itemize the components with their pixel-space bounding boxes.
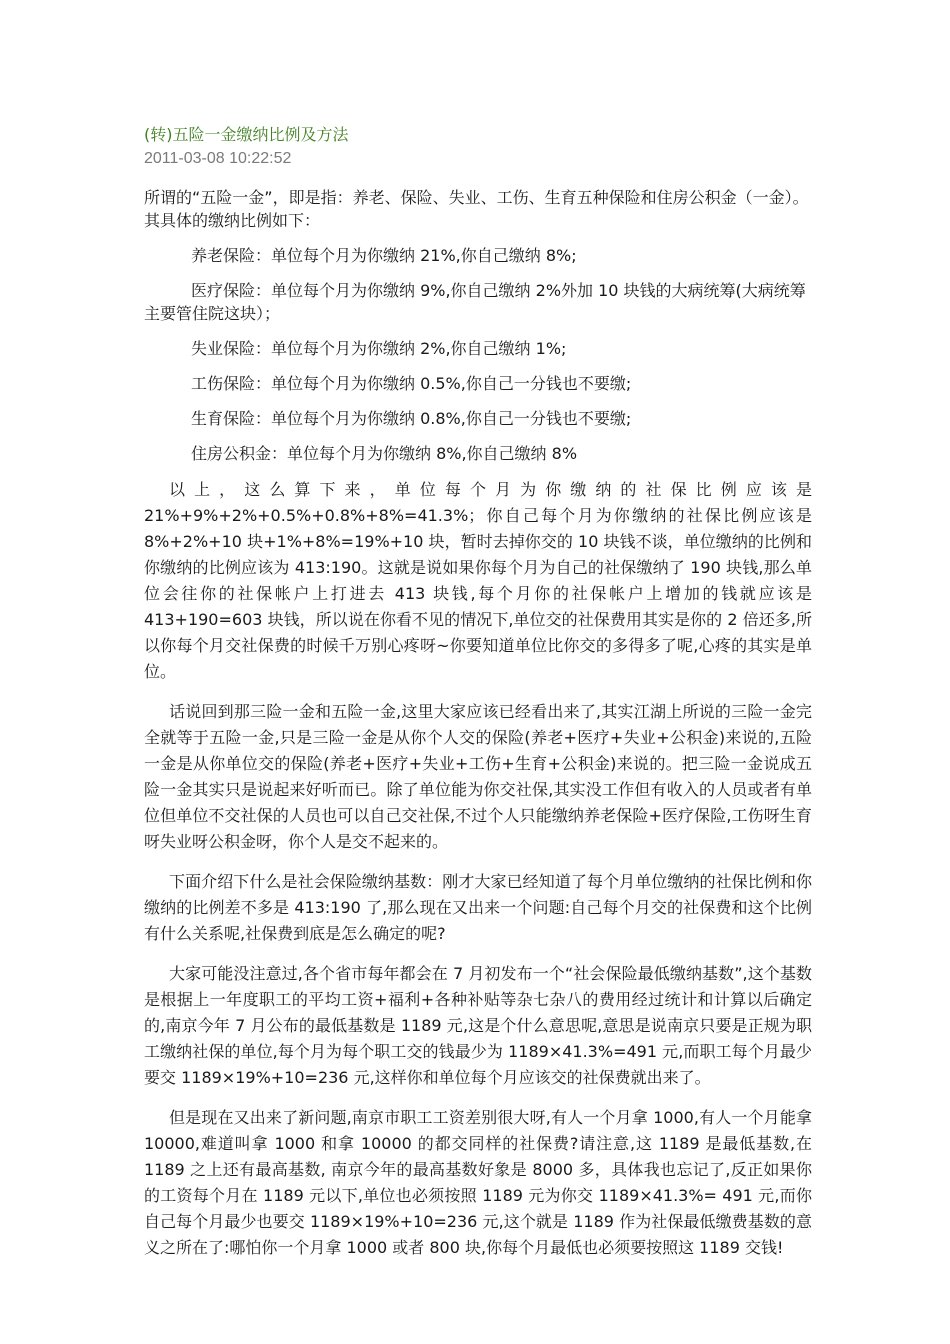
rate-housing-fund: 住房公积金：单位每个月为你缴纳 8%,你自己缴纳 8%: [191, 444, 578, 463]
rate-unemployment: 失业保险：单位每个月为你缴纳 2%,你自己缴纳 1%;: [191, 339, 567, 358]
body-paragraph-maximum-base: 但是现在又出来了新问题,南京市职工工资差别很大呀,有人一个月拿 1000,有人一个月能拿 10000,难道叫拿 1000 和拿 10000 的都交同样的社保费?请注意,这 1189 是最低基数,在 1189 之上还有最高基数, 南京今年的最高基数好象是 8000 多，具体我也忘记了,反正如果你的工资每个月在 1189 元以下,单位也必须按照 1189 元为你交 1189×41.3%= 491 元,而你自己每个月最少也要交 1189×19%+10=236 元,这个就是 1189 作为社保最低缴费基数的意义之所在了:哪怕你一个月拿 1000 或者 800 块,你每个月最低也必须要按照这 1189 交钱!: [144, 1108, 812, 1257]
post-timestamp: 2011-03-08 10:22:52: [144, 150, 292, 167]
document-page: [144, 124, 812, 1261]
rate-maternity: 生育保险：单位每个月为你缴纳 0.8%,你自己一分钱也不要缴;: [191, 409, 632, 428]
body-paragraph-calculation: 以上，这么算下来，单位每个月为你缴纳的社保比例应该是 21%+9%+2%+0.5%+0.8%+8%=41.3%；你自己每个月为你缴纳的社保比例应该是 8%+2%+10 块+1%+8%=19%+10 块，暂时去掉你交的 10 块钱不谈，单位缴纳的比例和你缴纳的比例应该为 413:190。这就是说如果你每个月为自己的社保缴纳了 190 块钱,那么单位会往你的社保帐户上打进去 413 块钱,每个月你的社保帐户上增加的钱就应该是 413+190=603 块钱，所以说在你看不见的情况下,单位交的社保费用其实是你的 2 倍还多,所以你每个月交社保费的时候千万别心疼呀~你要知道单位比你交的多得多了呢,心疼的其实是单位。: [144, 480, 812, 681]
body-paragraph-minimum-base: 大家可能没注意过,各个省市每年都会在 7 月初发布一个“社会保险最低缴纳基数”,这个基数是根据上一年度职工的平均工资+福利+各种补贴等杂七杂八的费用经过统计和计算以后确定的,南京今年 7 月公布的最低基数是 1189 元,这是个什么意思呢,意思是说南京只要是正规为职工缴纳社保的单位,每个月为每个职工交的钱最少为 1189×41.3%=491 元,而职工每个月最少要交 1189×19%+10=236 元,这样你和单位每个月应该交的社保费就出来了。: [144, 964, 812, 1087]
article-title: (转)五险一金缴纳比例及方法: [144, 125, 349, 144]
rate-medical: 医疗保险：单位每个月为你缴纳 9%,你自己缴纳 2%外加 10 块钱的大病统筹(大病统筹主要管住院这块）；: [144, 281, 806, 323]
rate-injury: 工伤保险：单位每个月为你缴纳 0.5%,你自己一分钱也不要缴;: [191, 374, 632, 393]
rate-pension: 养老保险：单位每个月为你缴纳 21%,你自己缴纳 8%;: [191, 246, 577, 265]
body-paragraph-base-intro: 下面介绍下什么是社会保险缴纳基数：刚才大家已经知道了每个月单位缴纳的社保比例和你缴纳的比例差不多是 413:190 了,那么现在又出来一个问题:自己每个月交的社保费和这个比例有什么关系呢,社保费到底是怎么确定的呢?: [144, 872, 812, 943]
body-paragraph-three-vs-five: 话说回到那三险一金和五险一金,这里大家应该已经看出来了,其实江湖上所说的三险一金完全就等于五险一金,只是三险一金是从你个人交的保险(养老+医疗+失业+公积金)来说的,五险一金是从你单位交的保险(养老+医疗+失业+工伤+生育+公积金)来说的。把三险一金说成五险一金其实只是说起来好听而已。除了单位能为你交社保,其实没工作但有收入的人员或者有单位但单位不交社保的人员也可以自己交社保,不过个人只能缴纳养老保险+医疗保险,工伤呀生育呀失业呀公积金呀，你个人是交不起来的。: [144, 702, 812, 851]
intro-paragraph: 所谓的“五险一金”，即是指：养老、保险、失业、工伤、生育五种保险和住房公积金（一金）。其具体的缴纳比例如下：: [144, 188, 809, 230]
